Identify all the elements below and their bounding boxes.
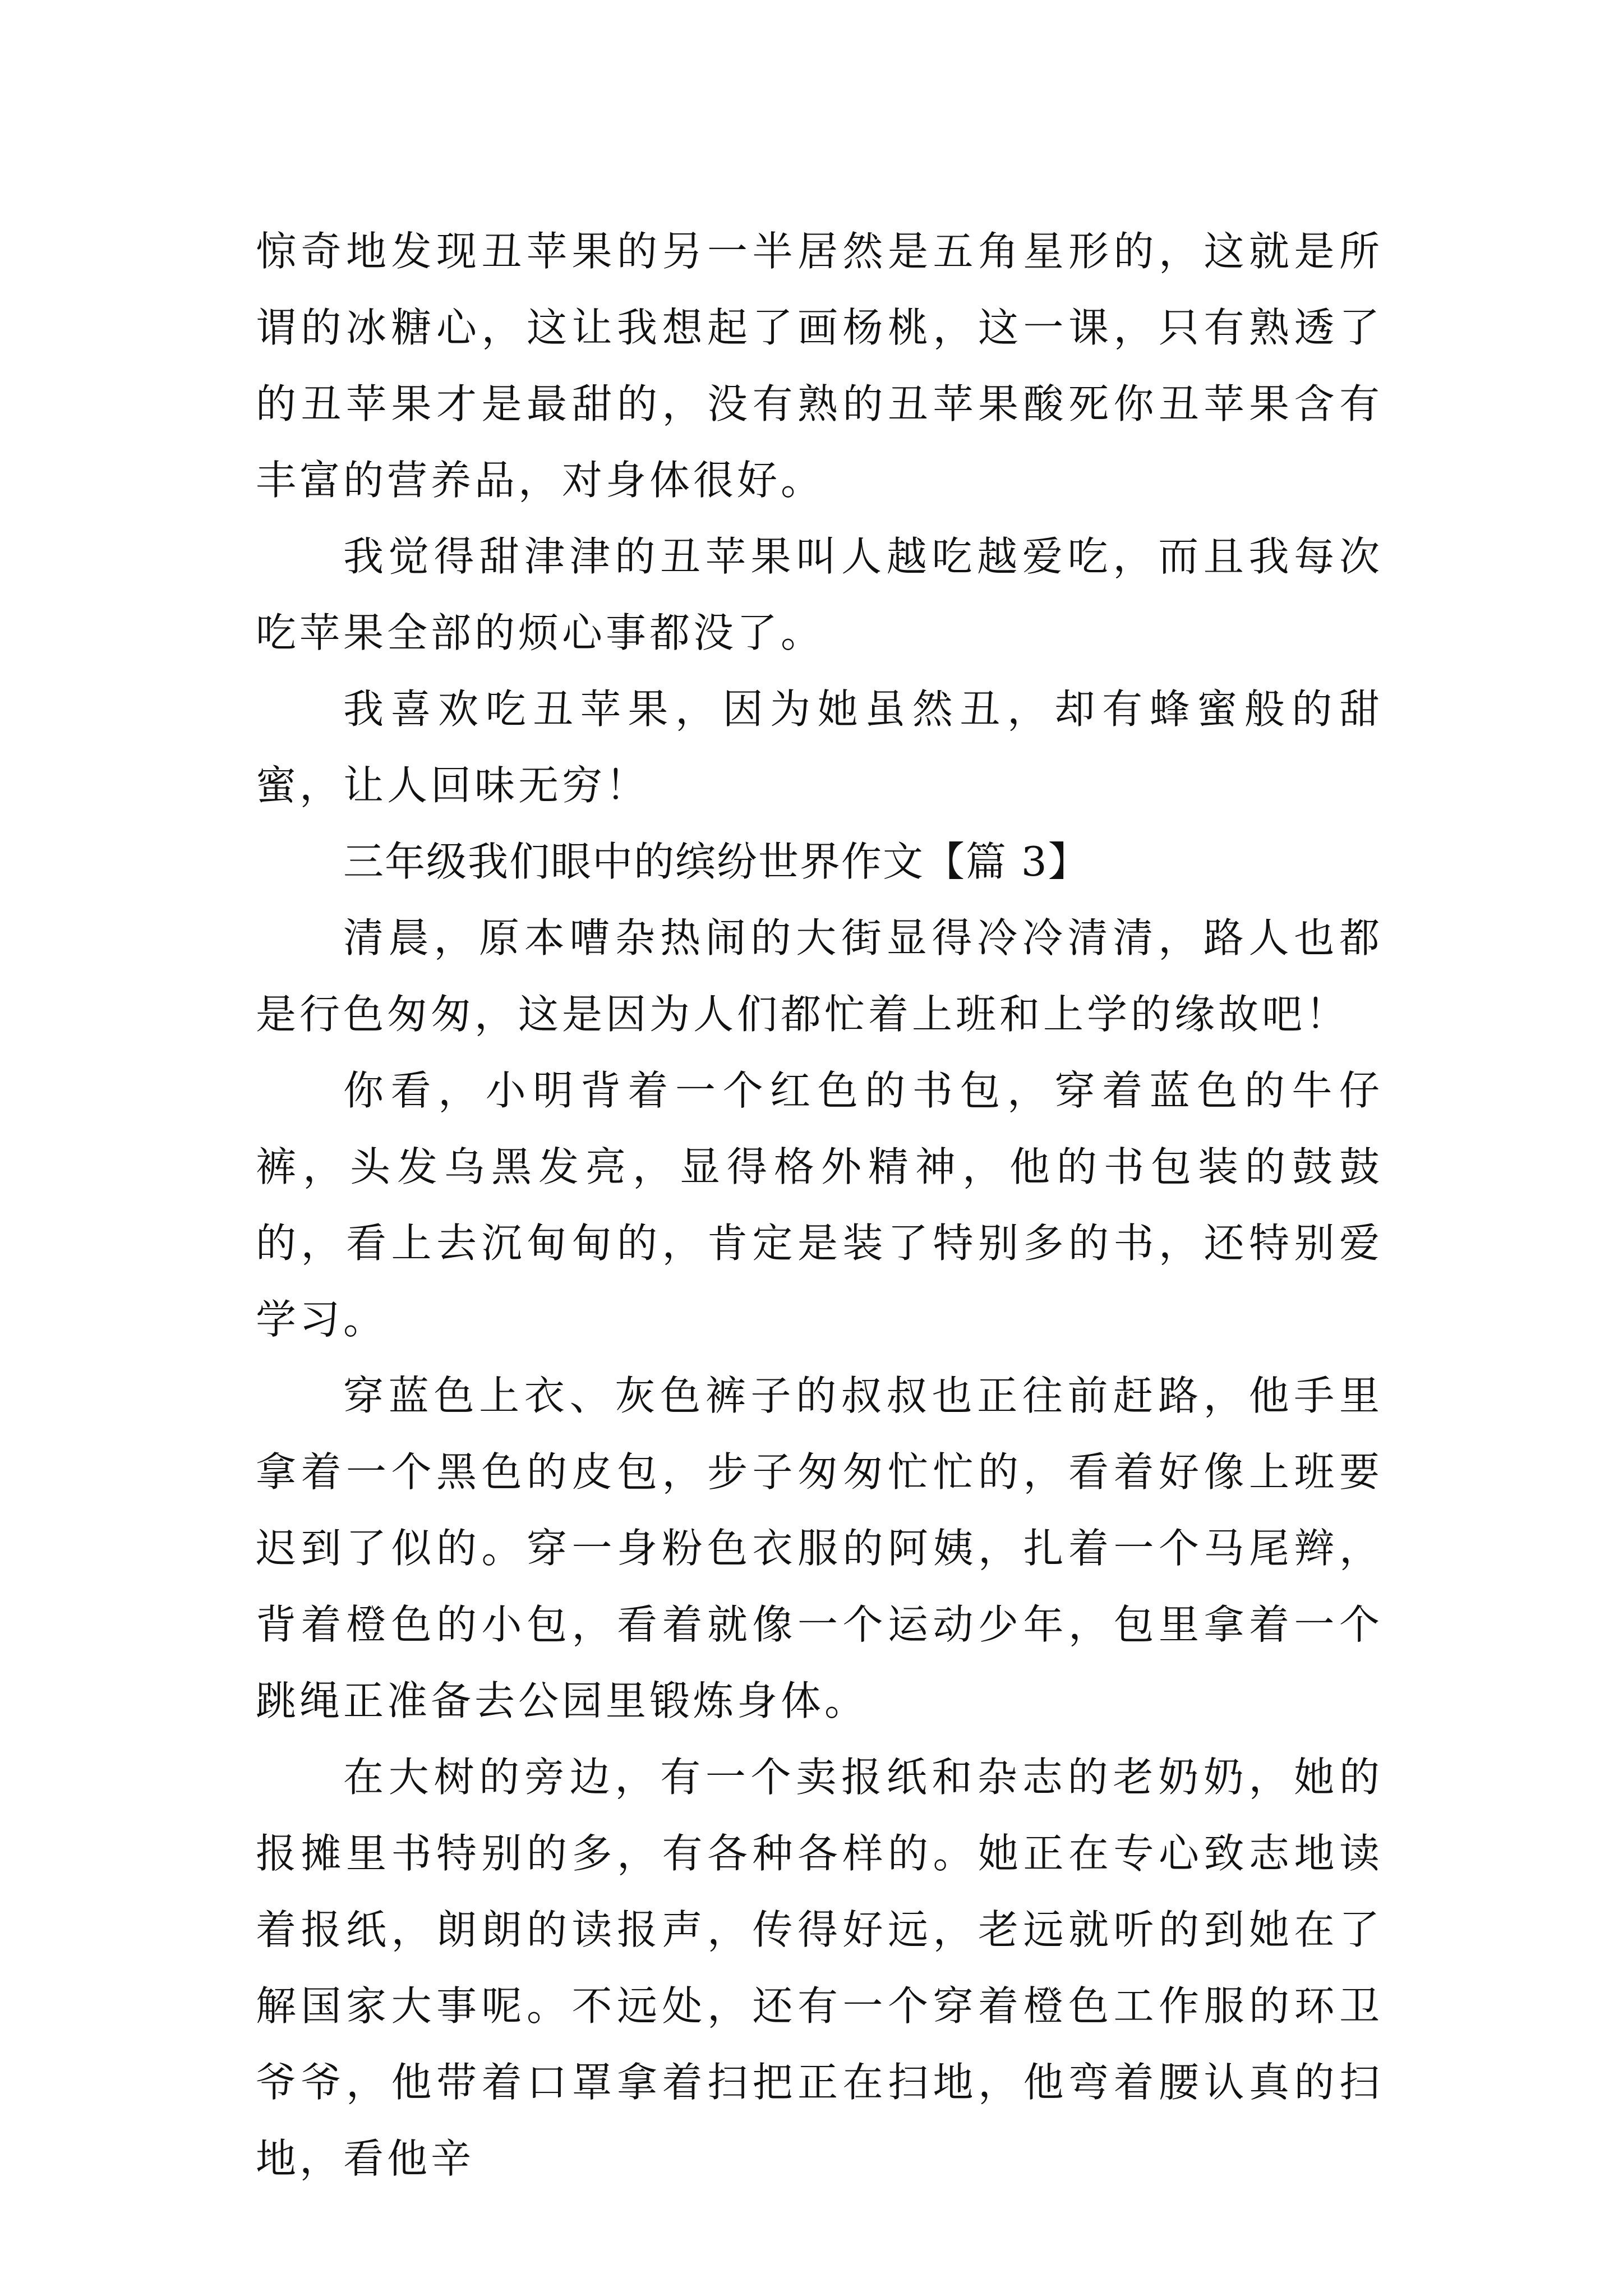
paragraph-uncle-aunt: 穿蓝色上衣、灰色裤子的叔叔也正往前赶路，他手里拿着一个黑色的皮包，步子匆匆忙忙的，看着好像上班要迟到了似的。穿一身粉色衣服的阿姨，扎着一个马尾辫，背着橙色的小包，看着就像一个运动少年，包里拿着一个跳绳正准备去公园里锻炼身体。	[256, 1372, 1383, 1724]
paragraph-grandma-newsstand: 在大树的旁边，有一个卖报纸和杂志的老奶奶，她的报摊里书特别的多，有各种各样的。她正在专心致志地读着报纸，朗朗的读报声，传得好远，老远就听的到她在了解国家大事呢。不远处，还有一个穿着橙色工作服的环卫爷爷，他带着口罩拿着扫把正在扫地，他弯着腰认真的扫地，看他辛	[256, 1754, 1383, 2182]
paragraph-apple-heart: 惊奇地发现丑苹果的另一半居然是五角星形的，这就是所谓的冰糖心，这让我想起了画杨桃，这一课，只有熟透了的丑苹果才是最甜的，没有熟的丑苹果酸死你丑苹果含有丰富的营养品，对身体很好。	[256, 228, 1383, 504]
section-heading: 三年级我们眼中的缤纷世界作文【篇 3】	[343, 838, 1090, 885]
document-body	[256, 213, 1383, 2197]
paragraph-sweet-apple: 我觉得甜津津的丑苹果叫人越吃越爱吃，而且我每次吃苹果全部的烦心事都没了。	[256, 533, 1383, 656]
paragraph-xiaoming: 你看，小明背着一个红色的书包，穿着蓝色的牛仔裤，头发乌黑发亮，显得格外精神，他的书包装的鼓鼓的，看上去沉甸甸的，肯定是装了特别多的书，还特别爱学习。	[256, 1067, 1383, 1343]
paragraph-morning-street: 清晨，原本嘈杂热闹的大街显得冷冷清清，路人也都是行色匆匆，这是因为人们都忙着上班和上学的缘故吧！	[256, 914, 1383, 1038]
paragraph-like-apple: 我喜欢吃丑苹果，因为她虽然丑，却有蜂蜜般的甜蜜，让人回味无穷！	[256, 685, 1383, 809]
